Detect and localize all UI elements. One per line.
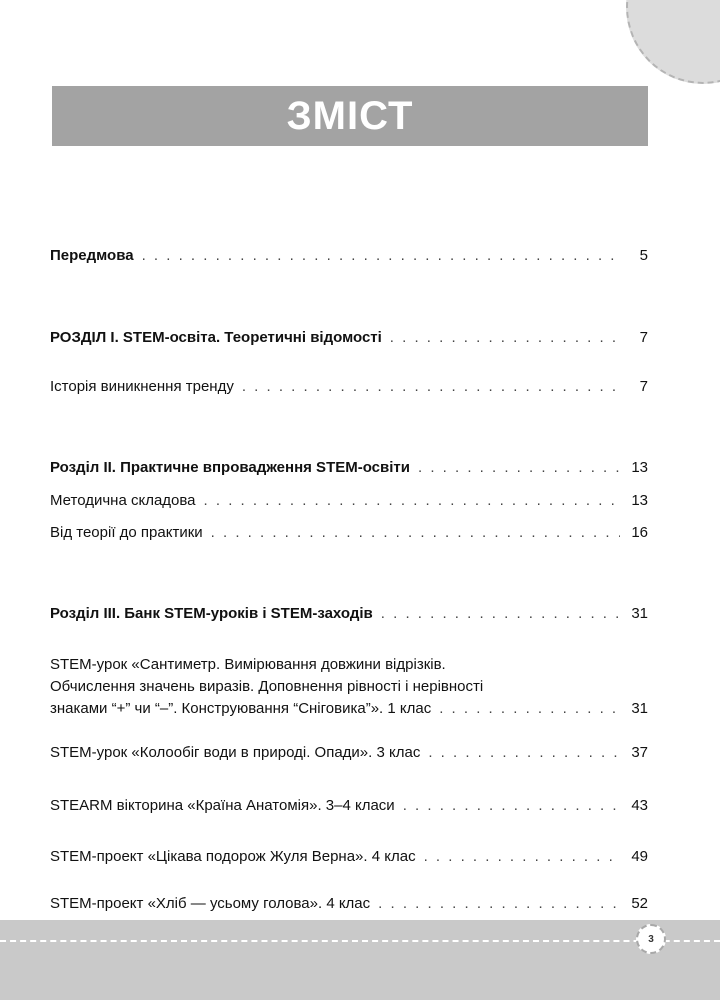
toc-entry-theory-practice[interactable] <box>50 522 648 544</box>
toc-entry-text: STEM-урок «Колообіг води в природі. Опади». 3 клас <box>50 744 421 761</box>
corner-decoration <box>626 0 720 84</box>
toc-entry-section-1[interactable] <box>50 327 648 349</box>
dot-leader <box>142 245 620 267</box>
toc-entry-project-2[interactable] <box>50 893 648 915</box>
dot-leader <box>381 603 620 625</box>
toc-entry-lesson-1-line-2[interactable]: Обчислення значень виразів. Доповнення рівності і нерівності <box>50 678 484 695</box>
page-title: ЗМІСТ <box>286 93 414 138</box>
toc-page-number: 52 <box>631 895 648 912</box>
toc-entry-text: Історія виникнення тренду <box>50 378 234 395</box>
toc-entry-lesson-2[interactable] <box>50 742 648 764</box>
toc-entry-text: РОЗДІЛ I. STEM-освіта. Теоретичні відомості <box>50 329 382 346</box>
toc-entry-text: Розділ III. Банк STEM-уроків і STEM-заходів <box>50 605 373 622</box>
title-banner <box>52 86 648 146</box>
footer-band <box>0 920 720 1000</box>
dot-leader <box>418 457 620 479</box>
dot-leader <box>242 376 620 398</box>
toc-entry-section-2[interactable] <box>50 457 648 479</box>
toc-entry-text: Методична складова <box>50 492 196 509</box>
toc-entry-lesson-1-line-1[interactable]: STEM-урок «Сантиметр. Вимірювання довжини відрізків. <box>50 656 446 673</box>
toc-page-number: 43 <box>631 797 648 814</box>
toc-entry-text: Від теорії до практики <box>50 524 203 541</box>
toc-page-number: 31 <box>631 700 648 717</box>
dot-leader <box>439 698 620 720</box>
footer-dashed-line <box>0 940 720 942</box>
toc-entry-text: STEARM вікторина «Країна Анатомія». 3–4 класи <box>50 797 395 814</box>
toc-page-number: 31 <box>631 605 648 622</box>
toc-entry-project-1[interactable] <box>50 846 648 868</box>
toc-entry-preface[interactable] <box>50 245 648 267</box>
toc-page-number: 13 <box>631 459 648 476</box>
toc-entry-text: STEM-проект «Цікава подорож Жуля Верна». 4 клас <box>50 848 416 865</box>
dot-leader <box>390 327 620 349</box>
toc-entry-methodical[interactable] <box>50 490 648 512</box>
toc-entry-text: Розділ II. Практичне впровадження STEM-освіти <box>50 459 410 476</box>
dot-leader <box>211 522 620 544</box>
toc-entry-history[interactable] <box>50 376 648 398</box>
toc-page-number: 37 <box>631 744 648 761</box>
toc-entry-text: STEM-проект «Хліб — усьому голова». 4 клас <box>50 895 371 912</box>
toc-entry-text: Передмова <box>50 247 134 264</box>
toc-entry-lesson-1[interactable] <box>50 698 648 720</box>
dot-leader <box>204 490 620 512</box>
dot-leader <box>378 893 620 915</box>
toc-page-number: 7 <box>639 378 648 395</box>
toc-page-number: 16 <box>631 524 648 541</box>
toc-page-number: 5 <box>639 247 648 264</box>
toc-page-number: 7 <box>639 329 648 346</box>
dot-leader <box>403 795 620 817</box>
dot-leader <box>424 846 620 868</box>
toc-entry-quiz[interactable] <box>50 795 648 817</box>
toc-entry-section-3[interactable] <box>50 603 648 625</box>
toc-entry-text: знаками “+” чи “–”. Конструювання “Сніговика”». 1 клас <box>50 700 432 717</box>
toc-page-number: 49 <box>631 848 648 865</box>
toc-page-number: 13 <box>631 492 648 509</box>
dot-leader <box>428 742 620 764</box>
page-number-badge: 3 <box>636 924 666 954</box>
